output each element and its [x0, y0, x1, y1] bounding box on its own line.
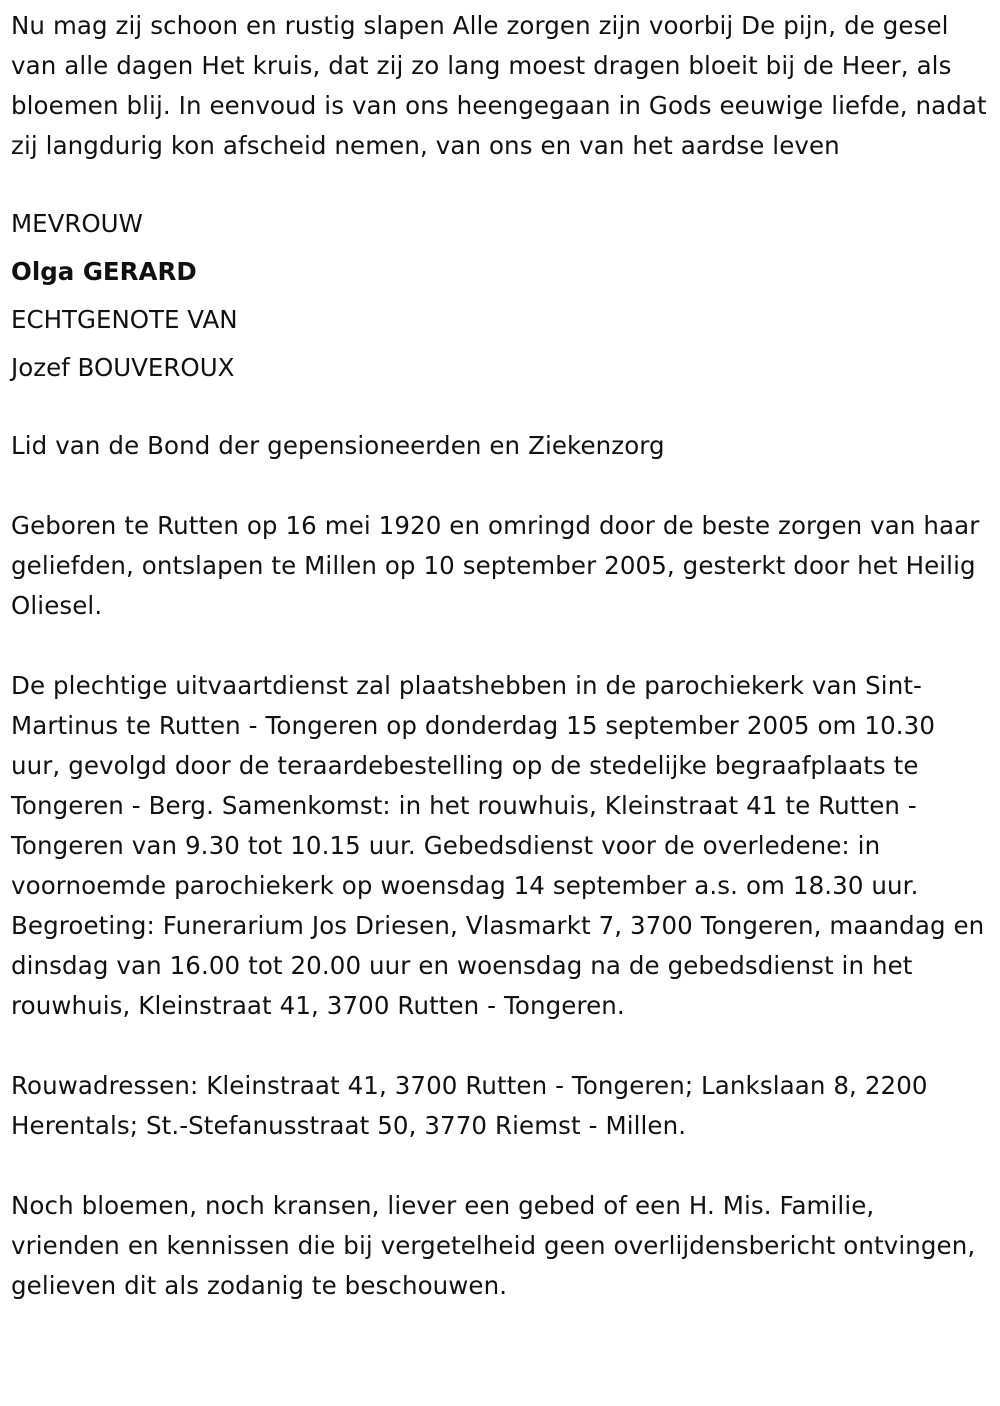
funeral-service-text: De plechtige uitvaartdienst zal plaatshebben in de parochiekerk van Sint-Martinus te Rutten - Tongeren op donderdag 15 september 2005 om 10.30 uur, gevolgd door de teraardebestelling op de stedelijke begraafplaats te Tongeren - Berg. Samenkomst: in het rouwhuis, Kleinstraat 41 te Rutten - Tongeren van 9.30 tot 10.15 uur. Gebedsdienst voor de overledene: in voornoemde parochiekerk op woensdag 14 september a.s. om 18.30 uur. Begroeting: Funerarium Jos Driesen, Vlasmarkt 7, 3700 Tongeren, maandag en dinsdag van 16.00 tot 20.00 uur en woensdag na de gebedsdienst in het rouwhuis, Kleinstraat 41, 3700 Rutten - Tongeren. [11, 671, 985, 1020]
spacer [11, 626, 988, 666]
relation-label: ECHTGENOTE VAN [11, 305, 238, 334]
spacer [11, 1146, 988, 1186]
spacer [11, 166, 988, 200]
spacer [11, 466, 988, 506]
spacer [11, 392, 988, 426]
intro-poem: Nu mag zij schoon en rustig slapen Alle zorgen zijn voorbij De pijn, de gesel van alle dagen Het kruis, dat zij zo lang moest dragen bloeit bij de Heer, als bloemen blij. In eenvoud is van ons heengegaan in Gods eeuwige liefde, nadat zij langdurig kon afscheid nemen, van ons en van het aardse leven [11, 11, 987, 160]
mourning-addresses-text: Rouwadressen: Kleinstraat 41, 3700 Rutten - Tongeren; Lankslaan 8, 2200 Herentals; St.-Stefanusstraat 50, 3770 Riemst - Millen. [11, 1071, 928, 1140]
spouse-name: Jozef BOUVEROUX [11, 353, 235, 382]
deceased-name: Olga GERARD [11, 257, 197, 286]
spacer [11, 1026, 988, 1066]
membership-text: Lid van de Bond der gepensioneerden en Ziekenzorg [11, 431, 665, 460]
closing-text: Noch bloemen, noch kransen, liever een gebed of een H. Mis. Familie, vrienden en kennissen die bij vergetelheid geen overlijdensbericht ontvingen, gelieven dit als zodanig te beschouwen. [11, 1191, 976, 1300]
honorific-title: MEVROUW [11, 209, 143, 238]
birth-death-text: Geboren te Rutten op 16 mei 1920 en omringd door de beste zorgen van haar geliefden, ontslapen te Millen op 10 september 2005, gesterkt door het Heilig Oliesel. [11, 511, 980, 620]
